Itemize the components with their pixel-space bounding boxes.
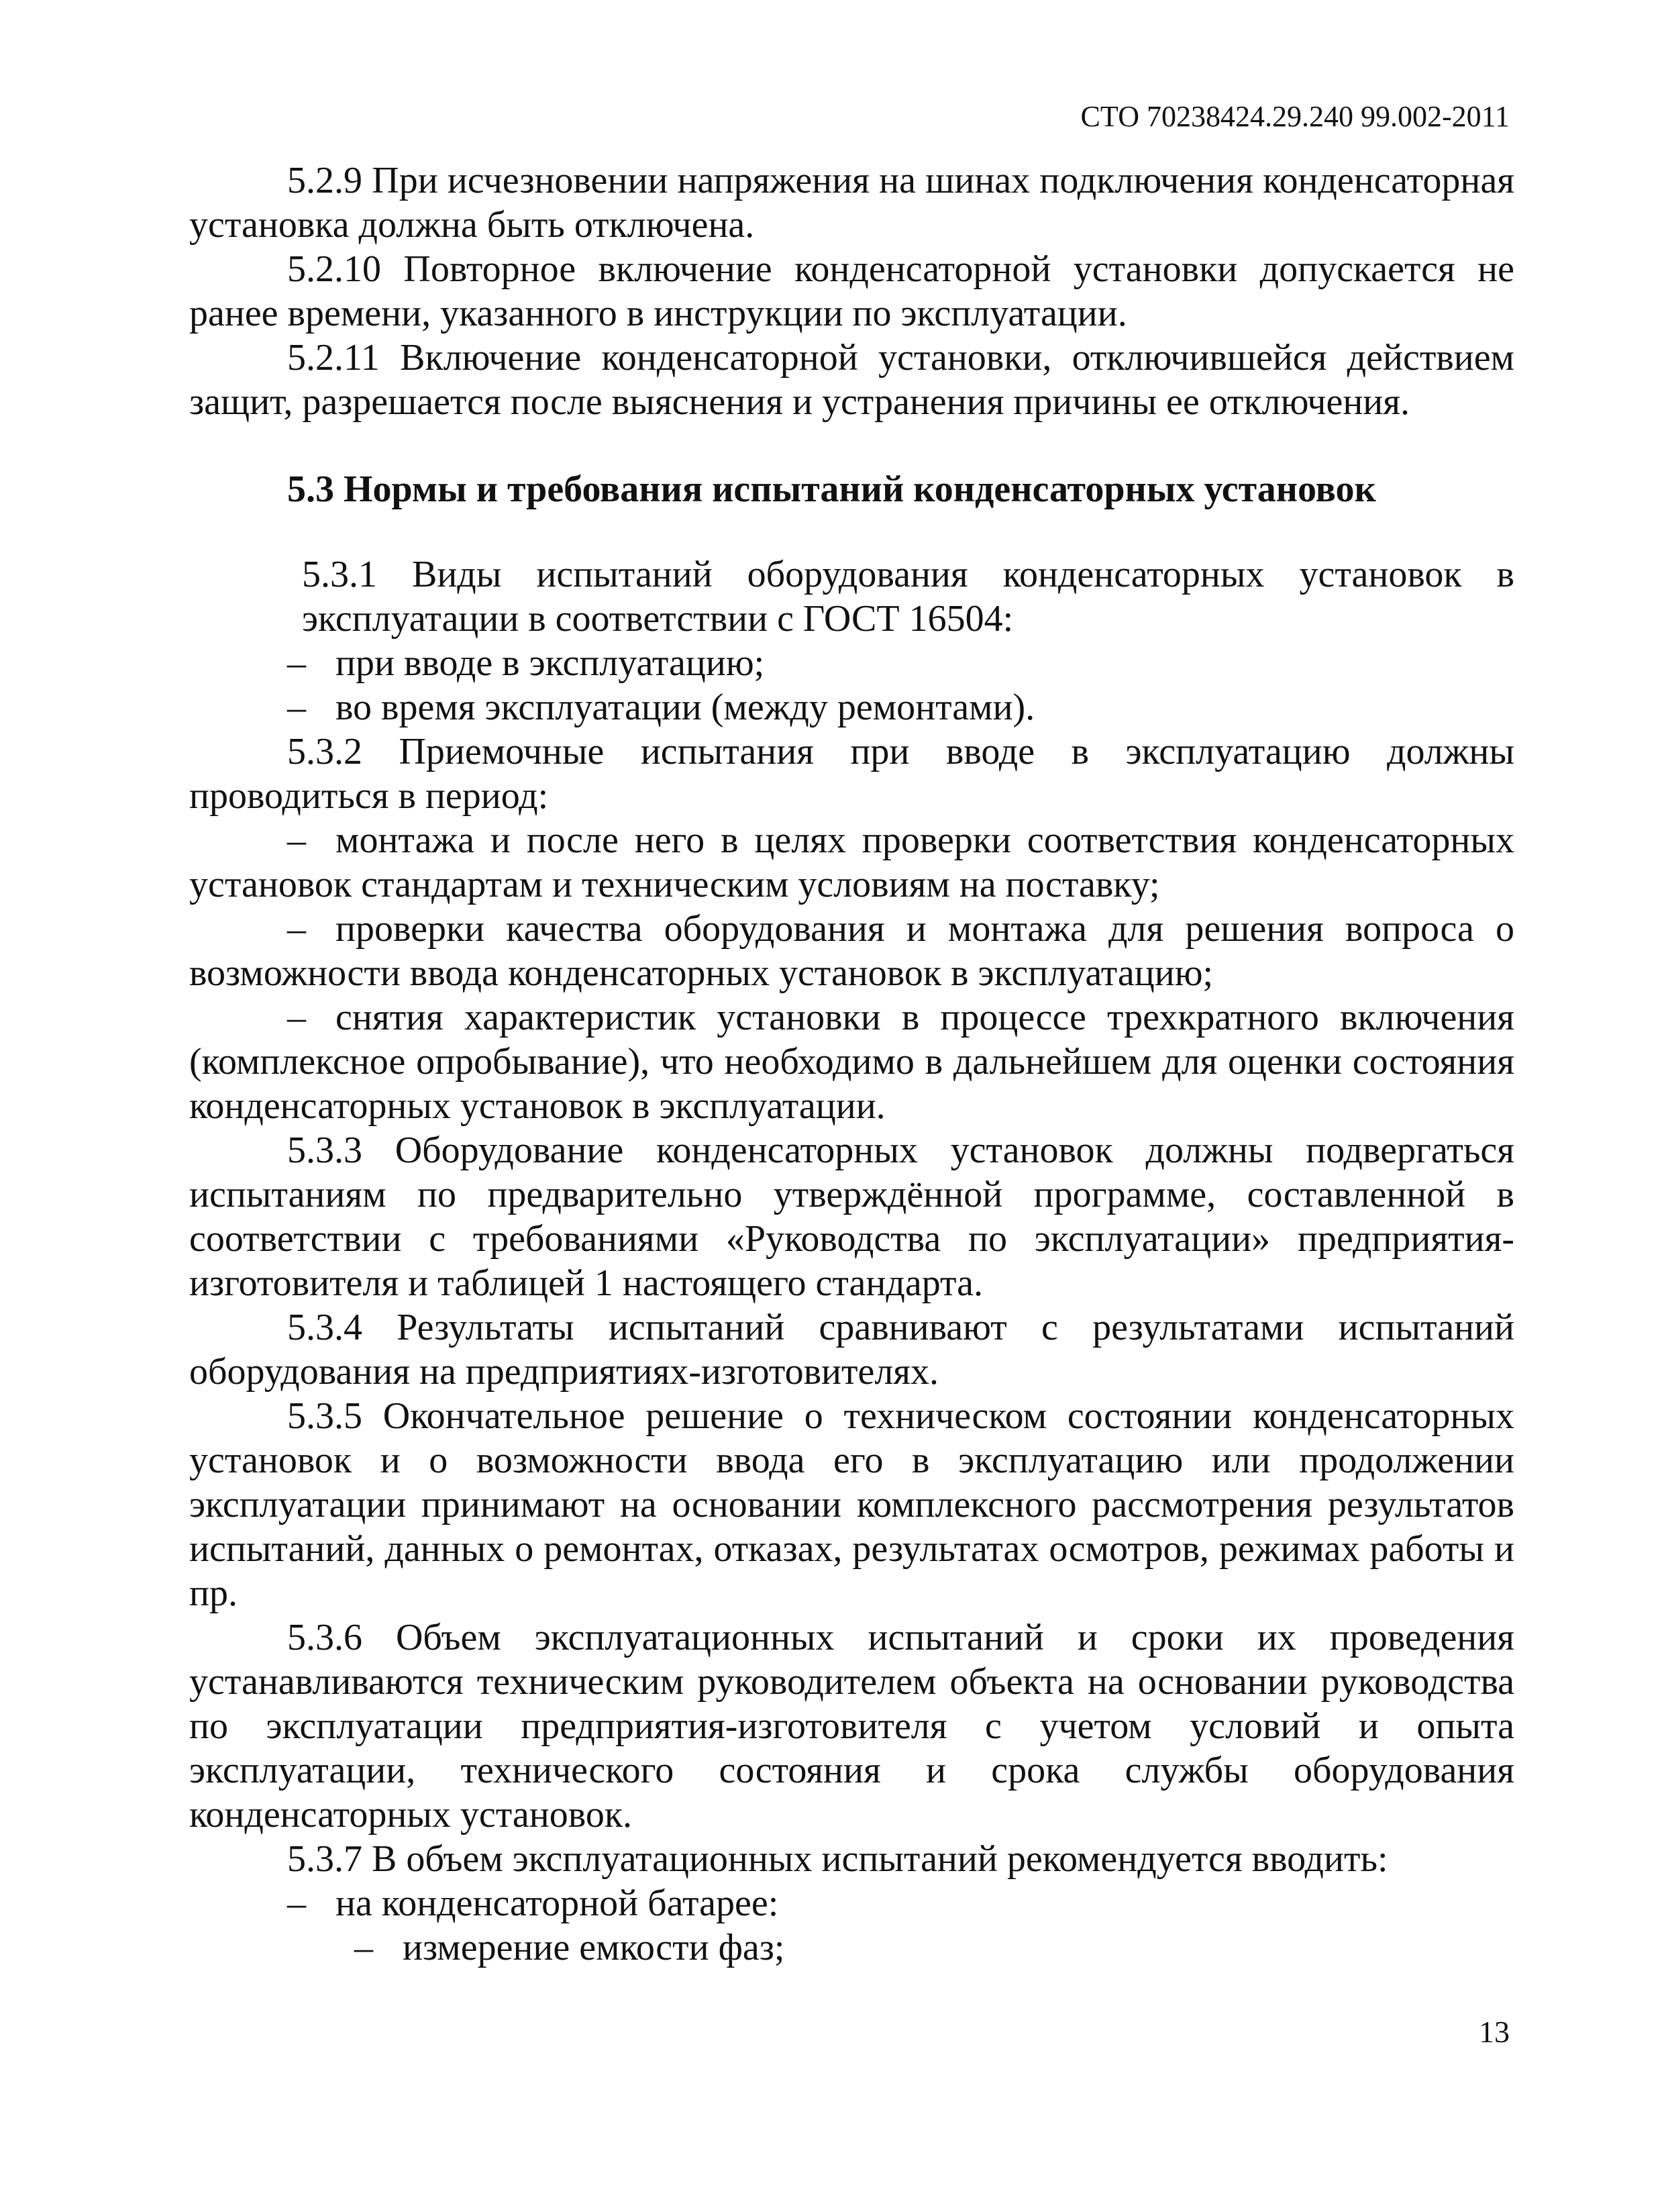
paragraph-5-2-10: 5.2.10 Повторное включение конденсаторной установки допускается не ранее времени, указанного в инструкции по эксплуатации. bbox=[189, 248, 1514, 334]
list-item-text: снятия характеристик установки в процессе трехкратного включения (комплексное опробывание), что необходимо в дальнейшем для оценки состояния конденсаторных установок в эксплуатации. bbox=[189, 997, 1514, 1127]
dash-marker: – bbox=[287, 819, 306, 861]
list-item-text: монтажа и после него в целях проверки соответствия конденсаторных установок стандартам и техническим условиям на поставку; bbox=[189, 819, 1514, 905]
list-item bbox=[189, 641, 1514, 685]
dash-marker: – bbox=[354, 1927, 373, 1968]
paragraph-5-3-4: 5.3.4 Результаты испытаний сравнивают с результатами испытаний оборудования на предприятиях-изготовителях. bbox=[189, 1307, 1514, 1393]
paragraph-5-2-11: 5.2.11 Включение конденсаторной установки, отключившейся действием защит, разрешается после выяснения и устранения причины ее отключения. bbox=[189, 337, 1514, 423]
paragraph-5-2-9: 5.2.9 При исчезновении напряжения на шинах подключения конденсаторная установка должна быть отключена. bbox=[189, 160, 1514, 246]
list-item-text: во время эксплуатации (между ремонтами). bbox=[335, 687, 1035, 728]
list-item bbox=[189, 1881, 1514, 1925]
paragraph-5-3-7: 5.3.7 В объем эксплуатационных испытаний рекомендуется вводить: bbox=[287, 1838, 1388, 1880]
list-item bbox=[189, 907, 1514, 995]
list-item bbox=[189, 818, 1514, 907]
paragraph-5-3-5: 5.3.5 Окончательное решение о техническом состоянии конденсаторных установок и о возможности ввода его в эксплуатацию или продолжении эксплуатации принимают на основании комплексного рассмотрения результатов испытаний, данных о ремонтах, отказах, результатах осмотров, режимах работы и пр. bbox=[189, 1395, 1514, 1614]
list-item-text: измерение емкости фаз; bbox=[403, 1927, 785, 1968]
sub-list-item bbox=[189, 1925, 1514, 1970]
dash-marker: – bbox=[287, 997, 306, 1038]
list-item bbox=[189, 685, 1514, 730]
dash-marker: – bbox=[287, 642, 306, 684]
paragraph-5-3-1: 5.3.1 Виды испытаний оборудования конденсаторных установок в эксплуатации в соответствии с ГОСТ 16504: bbox=[302, 554, 1514, 640]
section-5-2-continuation bbox=[189, 158, 1514, 424]
dash-marker: – bbox=[287, 687, 306, 728]
paragraph-5-3-2: 5.3.2 Приемочные испытания при вводе в эксплуатацию должны проводиться в период: bbox=[189, 731, 1514, 817]
section-5-3-body bbox=[189, 552, 1514, 1970]
list-item-text: при вводе в эксплуатацию; bbox=[335, 642, 765, 684]
section-heading: 5.3 Нормы и требования испытаний конденсаторных установок bbox=[287, 468, 1376, 510]
document-code: СТО 70238424.29.240 99.002-2011 bbox=[1080, 100, 1510, 133]
list-item-text: проверки качества оборудования и монтажа для решения вопроса о возможности ввода конденсаторных установок в эксплуатацию; bbox=[189, 908, 1514, 994]
page-number: 13 bbox=[1479, 2015, 1510, 2049]
paragraph-5-3-3: 5.3.3 Оборудование конденсаторных установок должны подвергаться испытаниям по предварительно утверждённой программе, составленной в соответствии с требованиями «Руководства по эксплуатации» предприятия-изготовителя и таблицей 1 настоящего стандарта. bbox=[189, 1129, 1514, 1304]
dash-marker: – bbox=[287, 1882, 306, 1924]
dash-marker: – bbox=[287, 908, 306, 950]
list-item bbox=[189, 995, 1514, 1128]
paragraph-5-3-6: 5.3.6 Объем эксплуатационных испытаний и сроки их проведения устанавливаются техническим руководителем объекта на основании руководства по эксплуатации предприятия-изготовителя с учетом условий и опыта эксплуатации, технического состояния и срока службы оборудования конденсаторных установок. bbox=[189, 1617, 1514, 1836]
section-5-3-heading-block bbox=[189, 467, 1514, 511]
list-item-text: на конденсаторной батарее: bbox=[335, 1882, 779, 1924]
